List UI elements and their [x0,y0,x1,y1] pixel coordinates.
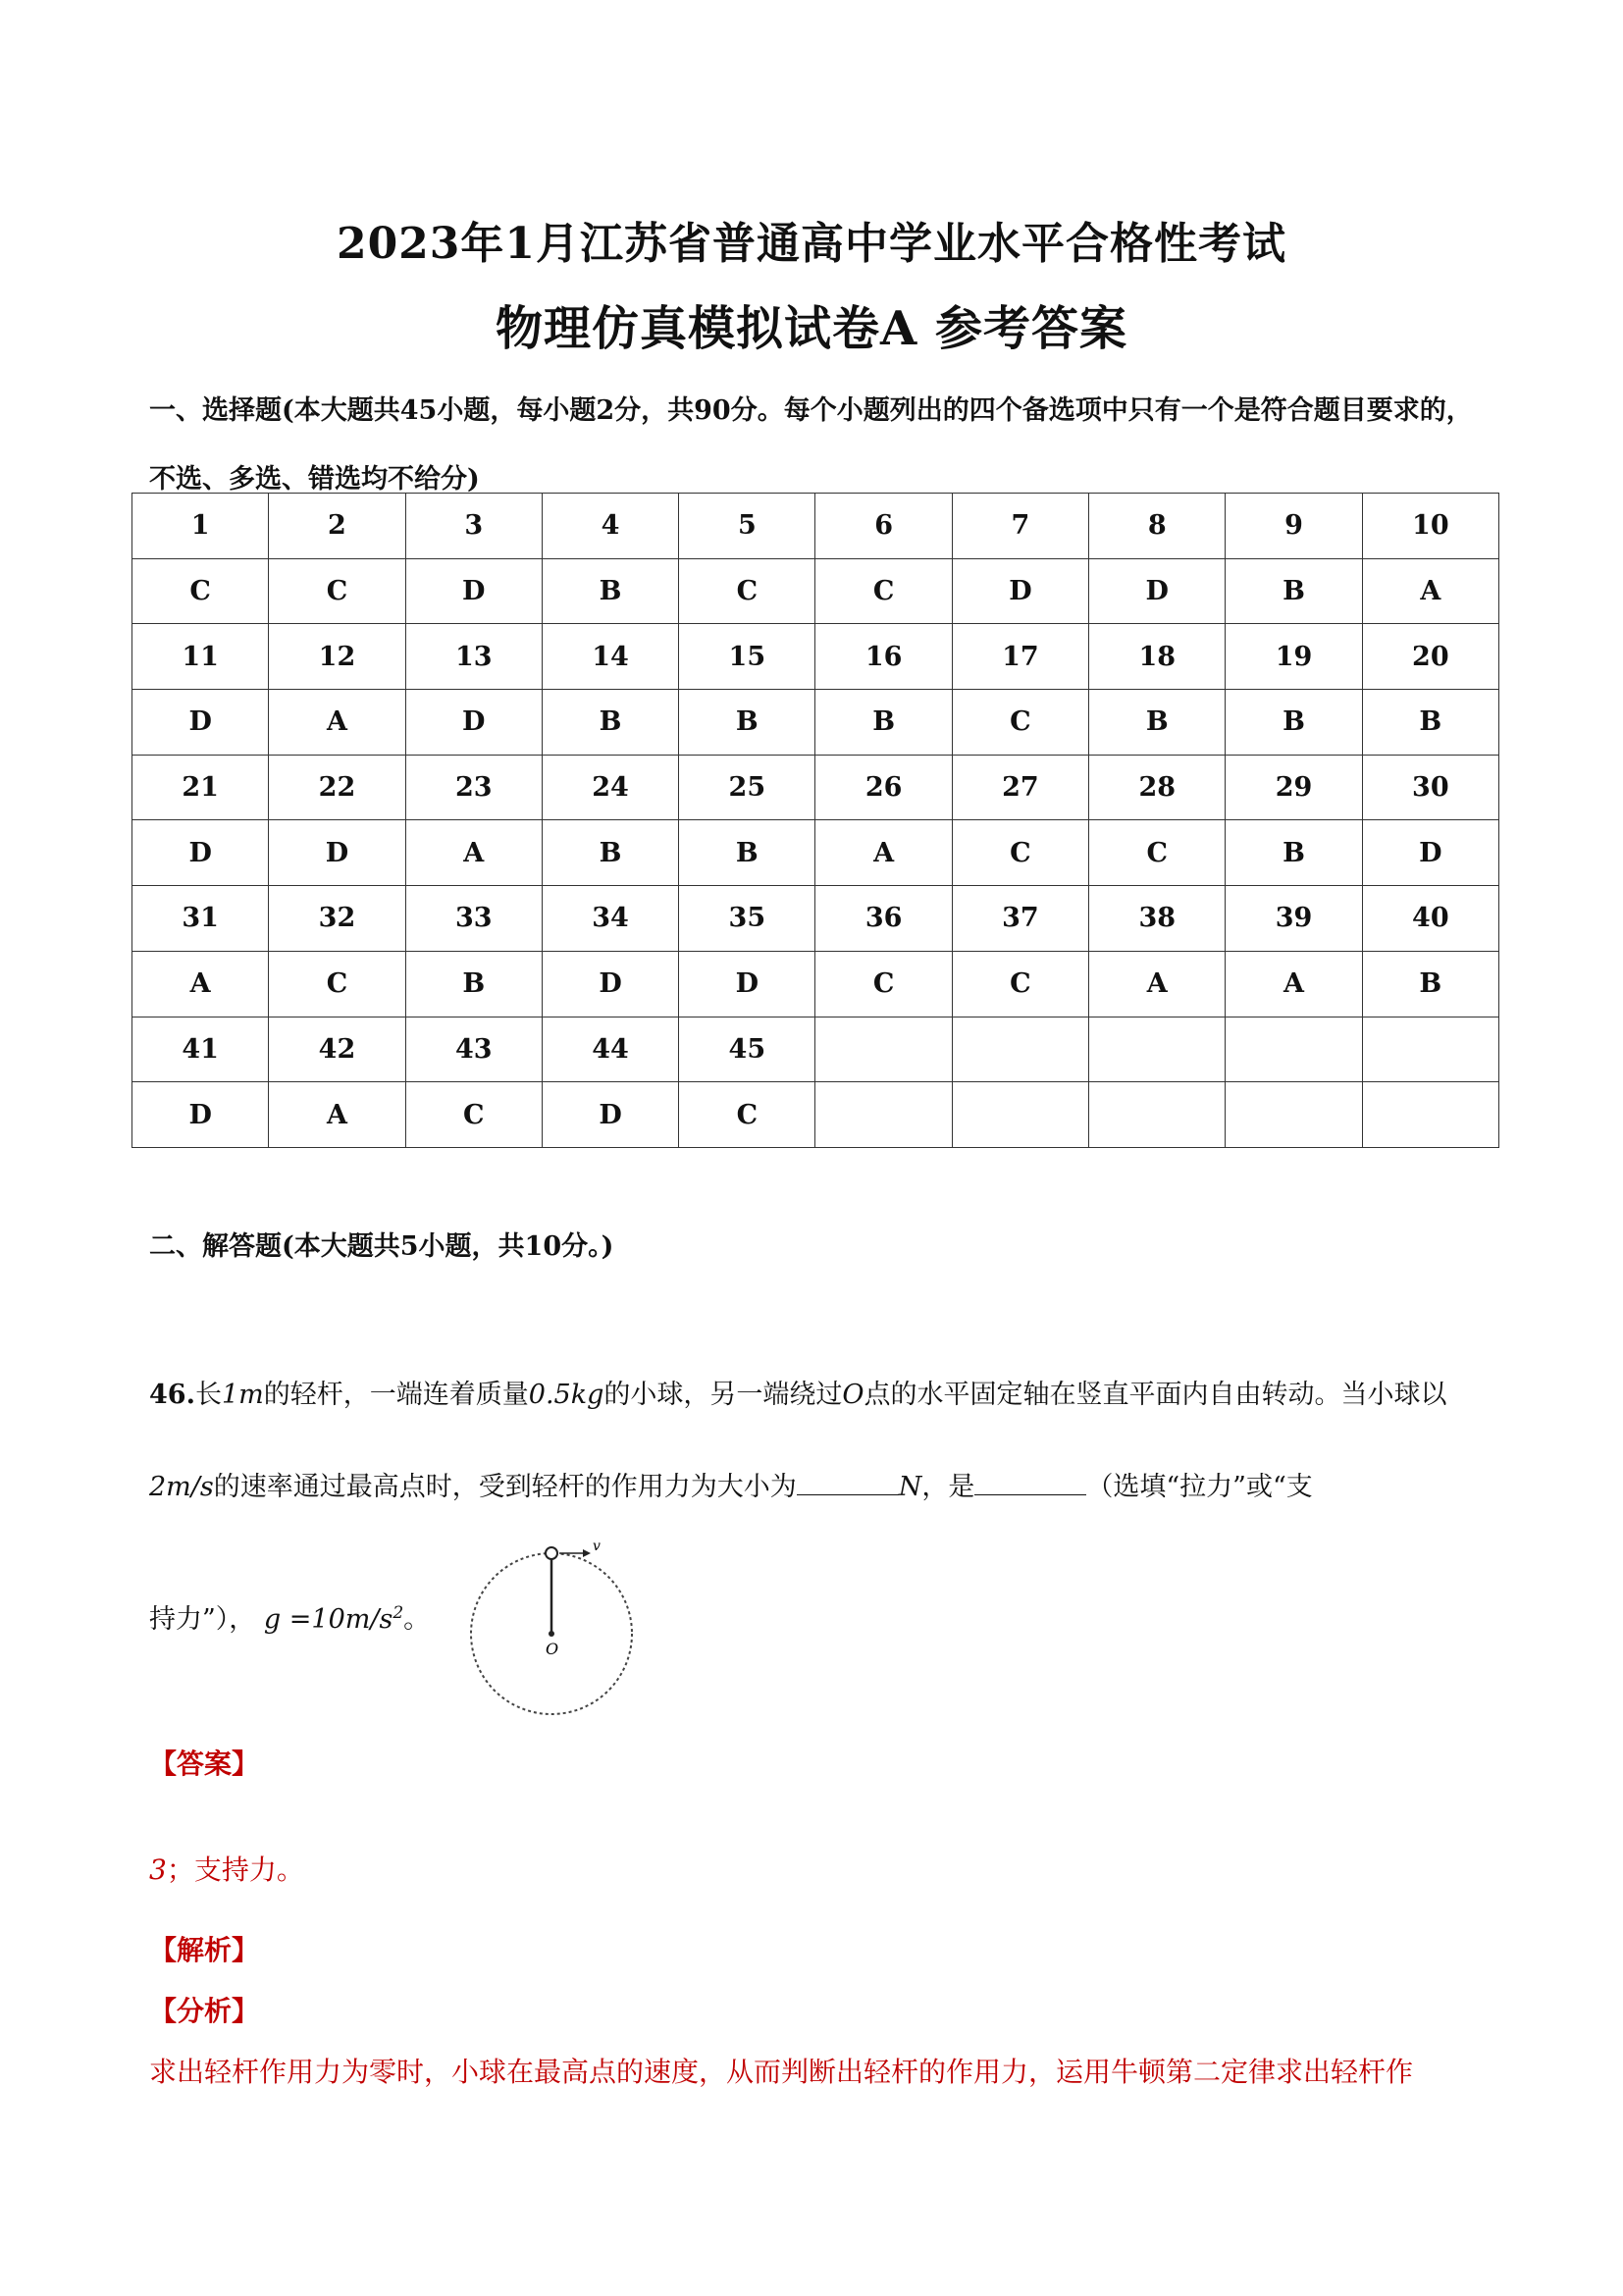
ball [546,1547,557,1559]
analysis-header: 【解析】 [149,1934,260,1966]
question-number-cell: 20 [1362,624,1498,690]
question-text: 长 [194,1380,222,1410]
question-number-cell: 10 [1362,494,1498,559]
question-text: ，是 [921,1472,975,1502]
question-number-row [132,755,1499,820]
answer-cell: C [405,1082,542,1148]
question-number-cell: 14 [542,624,678,690]
answer-cell: C [952,690,1088,756]
question-number-cell: 2 [269,494,405,559]
question-text: 的速率通过最高点时，受到轻杆的作用力为大小为 [213,1472,797,1502]
question-number-cell: 18 [1089,624,1226,690]
question-text: 的小球，另一端绕过 [603,1380,843,1410]
answer-row [132,690,1499,756]
answer-cell: D [132,690,269,756]
question-number-cell: 17 [952,624,1088,690]
answer-cell: B [1226,820,1362,886]
document-subtitle: 物理仿真模拟试卷A 参考答案 [496,301,1127,356]
answer-cell: D [542,951,678,1017]
answer-cell: C [952,951,1088,1017]
question-number-cell: 1 [132,494,269,559]
question-text: 点的水平固定轴在竖直平面内自由转动。当小球以 [864,1380,1447,1410]
answer-cell [1226,1082,1362,1148]
question-number-cell: 45 [679,1017,815,1082]
answer-cell: D [132,820,269,886]
answer-text [149,1849,304,1888]
answer-blank-2[interactable] [974,1469,1086,1495]
answer-cell: B [542,690,678,756]
question-number-cell: 44 [542,1017,678,1082]
answer-cell: B [1226,558,1362,624]
question-number-cell: 28 [1089,755,1226,820]
answer-cell: D [405,690,542,756]
question-number-cell: 29 [1226,755,1362,820]
question-number-row [132,886,1499,952]
question-number-cell: 22 [269,755,405,820]
question-number-cell: 26 [815,755,952,820]
document-title: 2023年1月江苏省普通高中学业水平合格性考试 [336,219,1287,269]
question-number-cell: 13 [405,624,542,690]
answer-cell: C [269,951,405,1017]
pivot-label: O [546,1640,559,1658]
answer-cell: C [269,558,405,624]
question-number-cell [815,1017,952,1082]
answer-cell: D [405,558,542,624]
question-number-cell: 7 [952,494,1088,559]
question-number-cell: 33 [405,886,542,952]
answer-row [132,1082,1499,1148]
question-number-cell [1226,1017,1362,1082]
question-number-cell: 39 [1226,886,1362,952]
answer-cell: B [679,820,815,886]
question-number-cell: 3 [405,494,542,559]
question-number-cell: 43 [405,1017,542,1082]
question-46-line-3 [149,1597,430,1636]
question-number-row [132,494,1499,559]
answer-cell: C [679,1082,815,1148]
answer-cell: B [542,820,678,886]
answer-table [131,493,1499,1148]
question-text: （选填“拉力”或“支 [1086,1472,1313,1502]
answer-cell: C [952,820,1088,886]
answer-rest: ；支持力。 [166,1853,304,1886]
question-number-cell: 4 [542,494,678,559]
answer-cell: A [269,1082,405,1148]
answer-cell: B [542,558,678,624]
circle-diagram [461,1531,657,1727]
question-number-cell: 34 [542,886,678,952]
question-number: 46. [149,1380,195,1410]
question-number-cell [952,1017,1088,1082]
answer-row [132,820,1499,886]
question-number-cell: 23 [405,755,542,820]
answer-cell: B [1362,951,1498,1017]
variable-mass: 0.5kg [528,1380,604,1410]
arrow-head-icon [583,1549,591,1557]
question-number-cell: 37 [952,886,1088,952]
gravity-formula: g =10m/s [263,1604,393,1635]
question-number-row [132,624,1499,690]
pivot-point [549,1631,554,1637]
answer-cell: A [1089,951,1226,1017]
answer-blank-1[interactable] [797,1469,899,1495]
question-number-cell: 41 [132,1017,269,1082]
question-number-cell: 42 [269,1017,405,1082]
question-number-cell: 31 [132,886,269,952]
answer-cell: C [679,558,815,624]
question-number-cell [1089,1017,1226,1082]
answer-number: 3 [149,1853,167,1886]
answer-cell: A [269,690,405,756]
velocity-label: v [593,1539,601,1554]
question-number-cell: 8 [1089,494,1226,559]
analysis-text: 求出轻杆作用力为零时，小球在最高点的速度，从而判断出轻杆的作用力，运用牛顿第二定律求出轻杆作 [149,2056,1414,2088]
question-number-cell: 11 [132,624,269,690]
question-number-cell: 32 [269,886,405,952]
answer-cell: D [1089,558,1226,624]
answer-cell: D [952,558,1088,624]
question-number-cell: 27 [952,755,1088,820]
answer-cell: C [815,951,952,1017]
question-text: 的轻杆，一端连着质量 [263,1380,529,1410]
answer-cell: A [405,820,542,886]
question-number-cell: 35 [679,886,815,952]
answer-cell [952,1082,1088,1148]
answer-header: 【答案】 [149,1748,260,1780]
answer-cell: A [815,820,952,886]
question-number-cell: 36 [815,886,952,952]
answer-cell [1089,1082,1226,1148]
variable-length: 1m [221,1380,264,1410]
question-number-cell: 15 [679,624,815,690]
answer-cell: A [1226,951,1362,1017]
answer-cell: D [269,820,405,886]
question-number-cell: 25 [679,755,815,820]
question-number-cell: 5 [679,494,815,559]
question-number-cell: 24 [542,755,678,820]
answer-cell [815,1082,952,1148]
answer-cell: A [1362,558,1498,624]
question-number-cell: 38 [1089,886,1226,952]
answer-cell: D [542,1082,678,1148]
variable-unit: N [898,1472,922,1502]
section-2-heading: 二、解答题(本大题共5小题，共10分。) [149,1231,614,1262]
answer-cell: B [679,690,815,756]
answer-cell: B [815,690,952,756]
gravity-exponent: 2 [393,1603,404,1623]
question-number-cell: 16 [815,624,952,690]
question-number-cell: 9 [1226,494,1362,559]
question-number-row [132,1017,1499,1082]
answer-cell: B [1089,690,1226,756]
question-number-cell: 30 [1362,755,1498,820]
section-1-heading: 一、选择题(本大题共45小题，每小题2分，共90分。每个小题列出的四个备选项中只有一个是符合题目要求的，不选、多选、错选均不给分) [149,395,1473,495]
answer-row [132,951,1499,1017]
question-number-cell: 6 [815,494,952,559]
answer-cell: D [1362,820,1498,886]
fenxi-header: 【分析】 [149,1995,260,2027]
question-46 [149,1349,1503,1534]
variable-speed: 2m/s [149,1472,214,1502]
question-text: 。 [403,1604,431,1635]
answer-row [132,558,1499,624]
answer-cell: C [132,558,269,624]
variable-point: O [842,1380,864,1410]
answer-cell [1362,1082,1498,1148]
answer-cell: B [1226,690,1362,756]
question-text: 持力”）， [149,1604,256,1635]
answer-cell: D [679,951,815,1017]
question-number-cell [1362,1017,1498,1082]
question-number-cell: 12 [269,624,405,690]
answer-cell: C [815,558,952,624]
answer-cell: A [132,951,269,1017]
answer-cell: B [405,951,542,1017]
answer-cell: D [132,1082,269,1148]
question-number-cell: 19 [1226,624,1362,690]
answer-cell: C [1089,820,1226,886]
question-number-cell: 40 [1362,886,1498,952]
question-number-cell: 21 [132,755,269,820]
answer-cell: B [1362,690,1498,756]
